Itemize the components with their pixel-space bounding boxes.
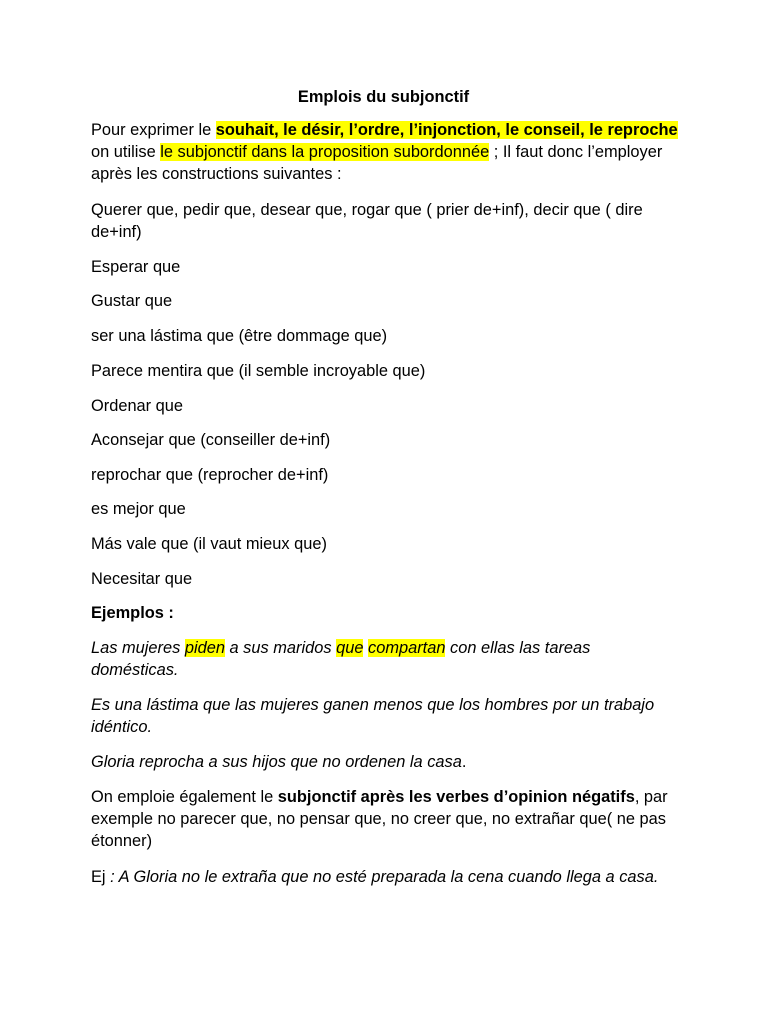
verb-item-2: Esperar que: [91, 258, 181, 276]
example-3-text: Gloria reprocha a sus hijos que no ordenen la casa: [91, 753, 462, 771]
verb-item-11: Necesitar que: [91, 570, 193, 588]
opinion-bold: subjonctif après les verbes d’opinion négatifs: [277, 788, 635, 806]
verb-item-5: Parece mentira que (il semble incroyable que): [91, 362, 426, 380]
verb-item-6: Ordenar que: [91, 397, 184, 415]
verb-item-4: ser una lástima que (être dommage que): [91, 327, 388, 345]
example-1-highlight-compartan: compartan: [368, 639, 446, 657]
intro-text-1: Pour exprimer le: [91, 121, 216, 139]
opinion-paragraph: [91, 786, 681, 852]
example-1-highlight-piden: piden: [184, 639, 225, 657]
verb-item-1: Querer que, pedir que, desear que, rogar que ( prier de+inf), decir que ( dire de+inf): [91, 201, 643, 241]
examples-heading: Ejemplos :: [91, 604, 174, 622]
intro-text-2: on utilise: [91, 143, 161, 161]
verb-item-7: Aconsejar que (conseiller de+inf): [91, 431, 331, 449]
intro-highlight: le subjonctif dans la proposition subordonnée: [160, 143, 490, 161]
opinion-text-2: , par exemple no parecer que, no pensar que, no creer que, no extrañar que( ne pas étonner): [91, 788, 668, 850]
intro-highlight-bold: souhait, le désir, l’ordre, l’injonction, le conseil, le reproche: [215, 121, 678, 139]
intro-text-3: ; Il faut donc l’employer après les constructions suivantes :: [91, 143, 663, 183]
final-example: [91, 866, 681, 888]
verb-item-9: es mejor que: [91, 500, 186, 518]
example-2: Es una lástima que las mujeres ganen menos que los hombres por un trabajo idéntico.: [91, 696, 655, 736]
example-1: [91, 637, 681, 681]
verb-item-8: reprochar que (reprocher de+inf): [91, 466, 329, 484]
example-1-highlight-que: que: [336, 639, 364, 657]
verb-item-10: Más vale que (il vaut mieux que): [91, 535, 327, 553]
opinion-text-1: On emploie également le: [91, 788, 278, 806]
example-3: [91, 751, 681, 773]
page-title: Emplois du subjonctif: [297, 88, 470, 106]
example-1-text-a: Las mujeres: [91, 639, 185, 657]
example-3-period: .: [461, 753, 467, 771]
example-1-text-g: con ellas las tareas domésticas.: [91, 639, 591, 679]
intro-paragraph: [91, 119, 681, 185]
example-1-text-c: a sus maridos: [224, 639, 337, 657]
verb-item-3: Gustar que: [91, 292, 173, 310]
final-example-italic: : A Gloria no le extraña que no esté preparada la cena cuando llega a casa.: [110, 868, 659, 886]
final-example-prefix: Ej: [91, 868, 111, 886]
